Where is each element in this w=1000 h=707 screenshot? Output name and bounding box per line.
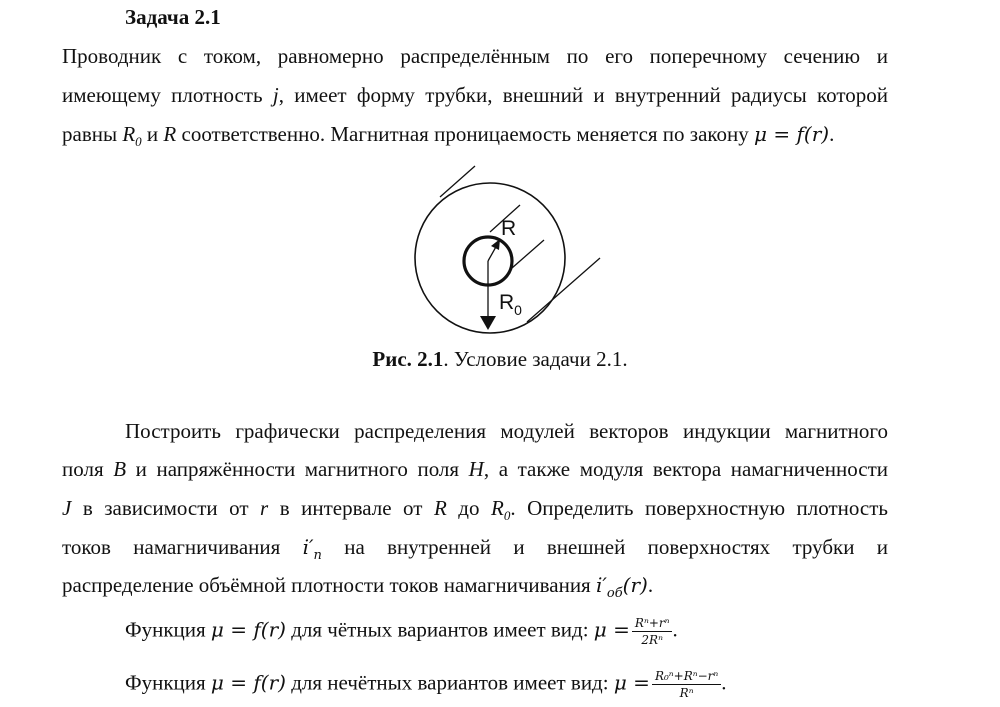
figure-caption: Рис. 2.1. Условие задачи 2.1. bbox=[372, 347, 628, 371]
label-R: R bbox=[501, 217, 517, 240]
intro-line-3: равны $R_0$ и R соответственно. Магнитная проницаемость меняется по закону μ = f(r). bbox=[62, 122, 835, 150]
intro-line-2: имеющему плотность j, имеет форму трубки, внешний и внутренний радиусы которой bbox=[62, 83, 888, 107]
formula-even-fraction: $\frac{\text{Rⁿ+rⁿ}}{\text{2Rⁿ}}$ bbox=[632, 616, 673, 647]
radius-R0-arrow bbox=[480, 261, 496, 330]
task-line-5: распределение объёмной плотности токов намагничивания $i'_{об}(r)$. bbox=[62, 573, 654, 601]
task-line-3: J в зависимости от r в интервале от R до $R_0$. Определить поверхностную плотность bbox=[62, 496, 888, 524]
mu-law-formula: μ = f(r) bbox=[754, 122, 830, 146]
task-line-4: токов намагничивания $i'_п$ на внутренней и внешней поверхностях трубки и bbox=[62, 535, 889, 563]
formula-even-line: Функция μ = f(r) для чётных вариантов имеет вид: μ = $\frac{\text{Rⁿ+rⁿ}}{\text{2Rⁿ}}$ . bbox=[125, 616, 678, 647]
volume-current-symbol: $i'_{об}(r)$ bbox=[595, 573, 648, 601]
task-line-1: Построить графически распределения модулей векторов индукции магнитного bbox=[125, 419, 888, 443]
task-line-2: поля B и напряжённости магнитного поля H, а также модуля вектора намагниченности bbox=[62, 457, 888, 481]
formula-odd-line: Функция μ = f(r) для нечётных вариантов имеет вид: μ = $\frac{\text{R₀ⁿ+Rⁿ−rⁿ}}{\text{Rⁿ}}$ . bbox=[125, 669, 727, 700]
surface-current-symbol: $i'_п$ bbox=[302, 535, 322, 563]
intro-line-1: Проводник с током, равномерно распределённым по его поперечному сечению и bbox=[62, 44, 888, 68]
label-R0: $R_0$ bbox=[499, 291, 522, 318]
problem-title: Задача 2.1 bbox=[125, 5, 221, 29]
formula-odd-fraction: $\frac{\text{R₀ⁿ+Rⁿ−rⁿ}}{\text{Rⁿ}}$ bbox=[652, 669, 721, 700]
radius-R-arrow bbox=[488, 239, 500, 261]
